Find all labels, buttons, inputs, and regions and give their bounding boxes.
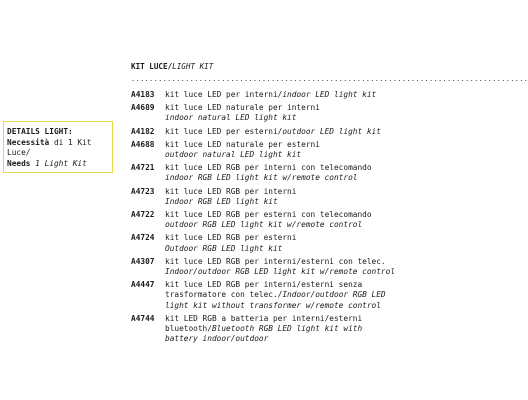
item-desc-en: indoor natural LED light kit	[165, 113, 297, 123]
item-desc-en: Indoor/outdoor RGB LED light kit without transformer w/remote control	[165, 290, 386, 310]
item-desc-en: Indoor RGB LED light kit	[165, 196, 278, 206]
item-desc-it: kit luce LED naturale per interni	[165, 103, 320, 113]
item-code: A4689	[131, 103, 155, 113]
item-code: A4721	[131, 163, 155, 173]
item-desc-en: outdoor natural LED light kit	[165, 150, 302, 160]
list-item	[131, 140, 399, 160]
details-line-2: Luce/	[7, 148, 31, 157]
list-item	[131, 163, 399, 183]
item-desc-en: indoor RGB LED light kit w/remote control	[165, 173, 358, 183]
list-item	[131, 90, 399, 100]
item-code: A4723	[131, 186, 155, 196]
details-line-1-rest: di 1 Kit	[49, 137, 92, 147]
item-code: A4724	[131, 233, 155, 243]
item-desc-en: Outdoor RGB LED light kit	[165, 243, 283, 253]
item-desc-it: kit luce LED RGB per interni/esterni senza trasformatore con telec./	[165, 280, 363, 300]
details-line-1-bold: Necessità	[7, 137, 50, 147]
kit-list-section	[131, 62, 528, 347]
item-desc-it: kit luce LED RGB per interni/esterni con telec.	[165, 256, 386, 266]
list-item	[131, 314, 399, 345]
dotted-divider: ........................................................................................	[131, 75, 528, 83]
item-desc-it: kit LED RGB a batteria per interni/esterni bluetooth/	[165, 313, 363, 334]
header-bold: KIT LUCE/	[131, 62, 173, 71]
item-desc-it: kit luce LED naturale per esterni	[165, 139, 320, 149]
item-list	[131, 90, 399, 344]
item-desc-it: kit luce LED RGB per interni con telecomando	[165, 163, 372, 173]
details-title: DETAILS LIGHT:	[7, 127, 73, 136]
item-code: A4722	[131, 210, 155, 220]
item-desc-en: Bluetooth RGB LED light kit with battery indoor/outdoor	[165, 324, 363, 344]
details-line-3	[7, 159, 109, 170]
list-item	[131, 233, 399, 253]
item-code: A4688	[131, 139, 155, 149]
details-line-3-bold: Needs	[7, 158, 31, 168]
item-desc-it: kit luce LED per esterni/	[165, 126, 283, 136]
item-code: A4447	[131, 280, 155, 290]
item-code: A4182	[131, 126, 155, 136]
item-desc-en: outdoor LED light kit	[282, 126, 381, 136]
item-desc-en: Indoor/outdoor RGB LED light kit w/remote control	[165, 267, 396, 277]
section-header	[131, 62, 399, 72]
item-desc-it: kit luce LED RGB per esterni	[165, 233, 297, 243]
item-desc-it: kit luce LED RGB per esterni con telecomando	[165, 210, 372, 220]
details-light-box	[3, 121, 113, 173]
item-code: A4183	[131, 90, 155, 99]
item-desc-en: outdoor RGB LED light kit w/remote control	[165, 220, 363, 230]
item-desc-it: kit luce LED per interni/	[165, 90, 283, 99]
list-item	[131, 103, 399, 123]
header-italic: LIGHT KIT	[172, 62, 214, 71]
list-item	[131, 187, 399, 207]
list-item	[131, 280, 399, 311]
list-item	[131, 127, 399, 137]
list-item	[131, 210, 399, 230]
details-line-1	[7, 138, 109, 149]
details-line-3-rest: 1 Light Kit	[30, 158, 87, 168]
item-code: A4744	[131, 313, 155, 323]
item-code: A4307	[131, 256, 155, 266]
item-desc-en: indoor LED light kit	[282, 90, 377, 99]
item-desc-it: kit luce LED RGB per interni	[165, 186, 297, 196]
list-item	[131, 257, 399, 277]
